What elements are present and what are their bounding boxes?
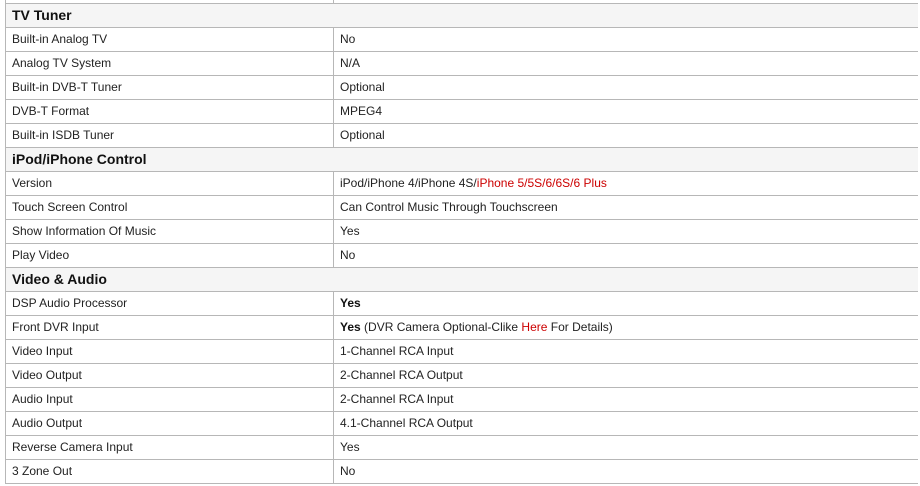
spec-row	[6, 28, 919, 52]
spec-label: Audio Output	[6, 412, 334, 436]
spec-row	[6, 220, 919, 244]
spec-label: DSP Audio Processor	[6, 292, 334, 316]
spec-label: Show Information Of Music	[6, 220, 334, 244]
spec-row	[6, 52, 919, 76]
value-text: (DVR Camera Optional-Clike	[360, 320, 522, 334]
spec-value: N/A	[334, 52, 919, 76]
section-header-ipod-iphone-control	[6, 148, 919, 172]
value-text: iPod/iPhone 4/iPhone 4S/	[340, 176, 477, 190]
section-header-tv-tuner	[6, 4, 919, 28]
spec-label: Analog TV System	[6, 52, 334, 76]
spec-value: 1-Channel RCA Input	[334, 340, 919, 364]
spec-value: Yes	[334, 436, 919, 460]
spec-label: Built-in DVB-T Tuner	[6, 76, 334, 100]
details-link[interactable]: Here	[521, 320, 548, 334]
spec-row	[6, 172, 919, 196]
spec-label: Reverse Camera Input	[6, 436, 334, 460]
spec-value	[334, 316, 919, 340]
spec-row	[6, 412, 919, 436]
spec-value: Optional	[334, 76, 919, 100]
value-text: For Details)	[547, 320, 613, 334]
spec-label: Front DVR Input	[6, 316, 334, 340]
bold-value: Yes	[340, 320, 361, 334]
spec-row	[6, 340, 919, 364]
spec-label: Video Input	[6, 340, 334, 364]
highlighted-models: iPhone 5/5S/6/6S/6 Plus	[476, 176, 607, 190]
spec-row	[6, 460, 919, 484]
spec-row	[6, 124, 919, 148]
spec-label: Touch Screen Control	[6, 196, 334, 220]
spec-label: DVB-T Format	[6, 100, 334, 124]
spec-row	[6, 436, 919, 460]
spec-value: MPEG4	[334, 100, 919, 124]
spec-row	[6, 196, 919, 220]
spec-value: Can Control Music Through Touchscreen	[334, 196, 919, 220]
spec-label: 3 Zone Out	[6, 460, 334, 484]
spec-value: No	[334, 460, 919, 484]
spec-value: No	[334, 244, 919, 268]
section-header-video-audio	[6, 268, 919, 292]
spec-value	[334, 172, 919, 196]
spec-row	[6, 316, 919, 340]
section-title: Video & Audio	[6, 268, 919, 292]
spec-row	[6, 388, 919, 412]
section-title: TV Tuner	[6, 4, 919, 28]
section-title: iPod/iPhone Control	[6, 148, 919, 172]
spec-label: Built-in ISDB Tuner	[6, 124, 334, 148]
spec-row	[6, 364, 919, 388]
spec-value: Optional	[334, 124, 919, 148]
spec-label: Version	[6, 172, 334, 196]
spec-label: Built-in Analog TV	[6, 28, 334, 52]
spec-value: 4.1-Channel RCA Output	[334, 412, 919, 436]
spec-row	[6, 76, 919, 100]
spec-value: No	[334, 28, 919, 52]
spec-table	[5, 0, 918, 484]
bold-value: Yes	[340, 296, 361, 310]
spec-value	[334, 292, 919, 316]
spec-row	[6, 100, 919, 124]
spec-label: Audio Input	[6, 388, 334, 412]
spec-value: Yes	[334, 220, 919, 244]
spec-label: Video Output	[6, 364, 334, 388]
spec-row	[6, 292, 919, 316]
spec-row	[6, 244, 919, 268]
spec-label: Play Video	[6, 244, 334, 268]
spec-value: 2-Channel RCA Output	[334, 364, 919, 388]
spec-value: 2-Channel RCA Input	[334, 388, 919, 412]
